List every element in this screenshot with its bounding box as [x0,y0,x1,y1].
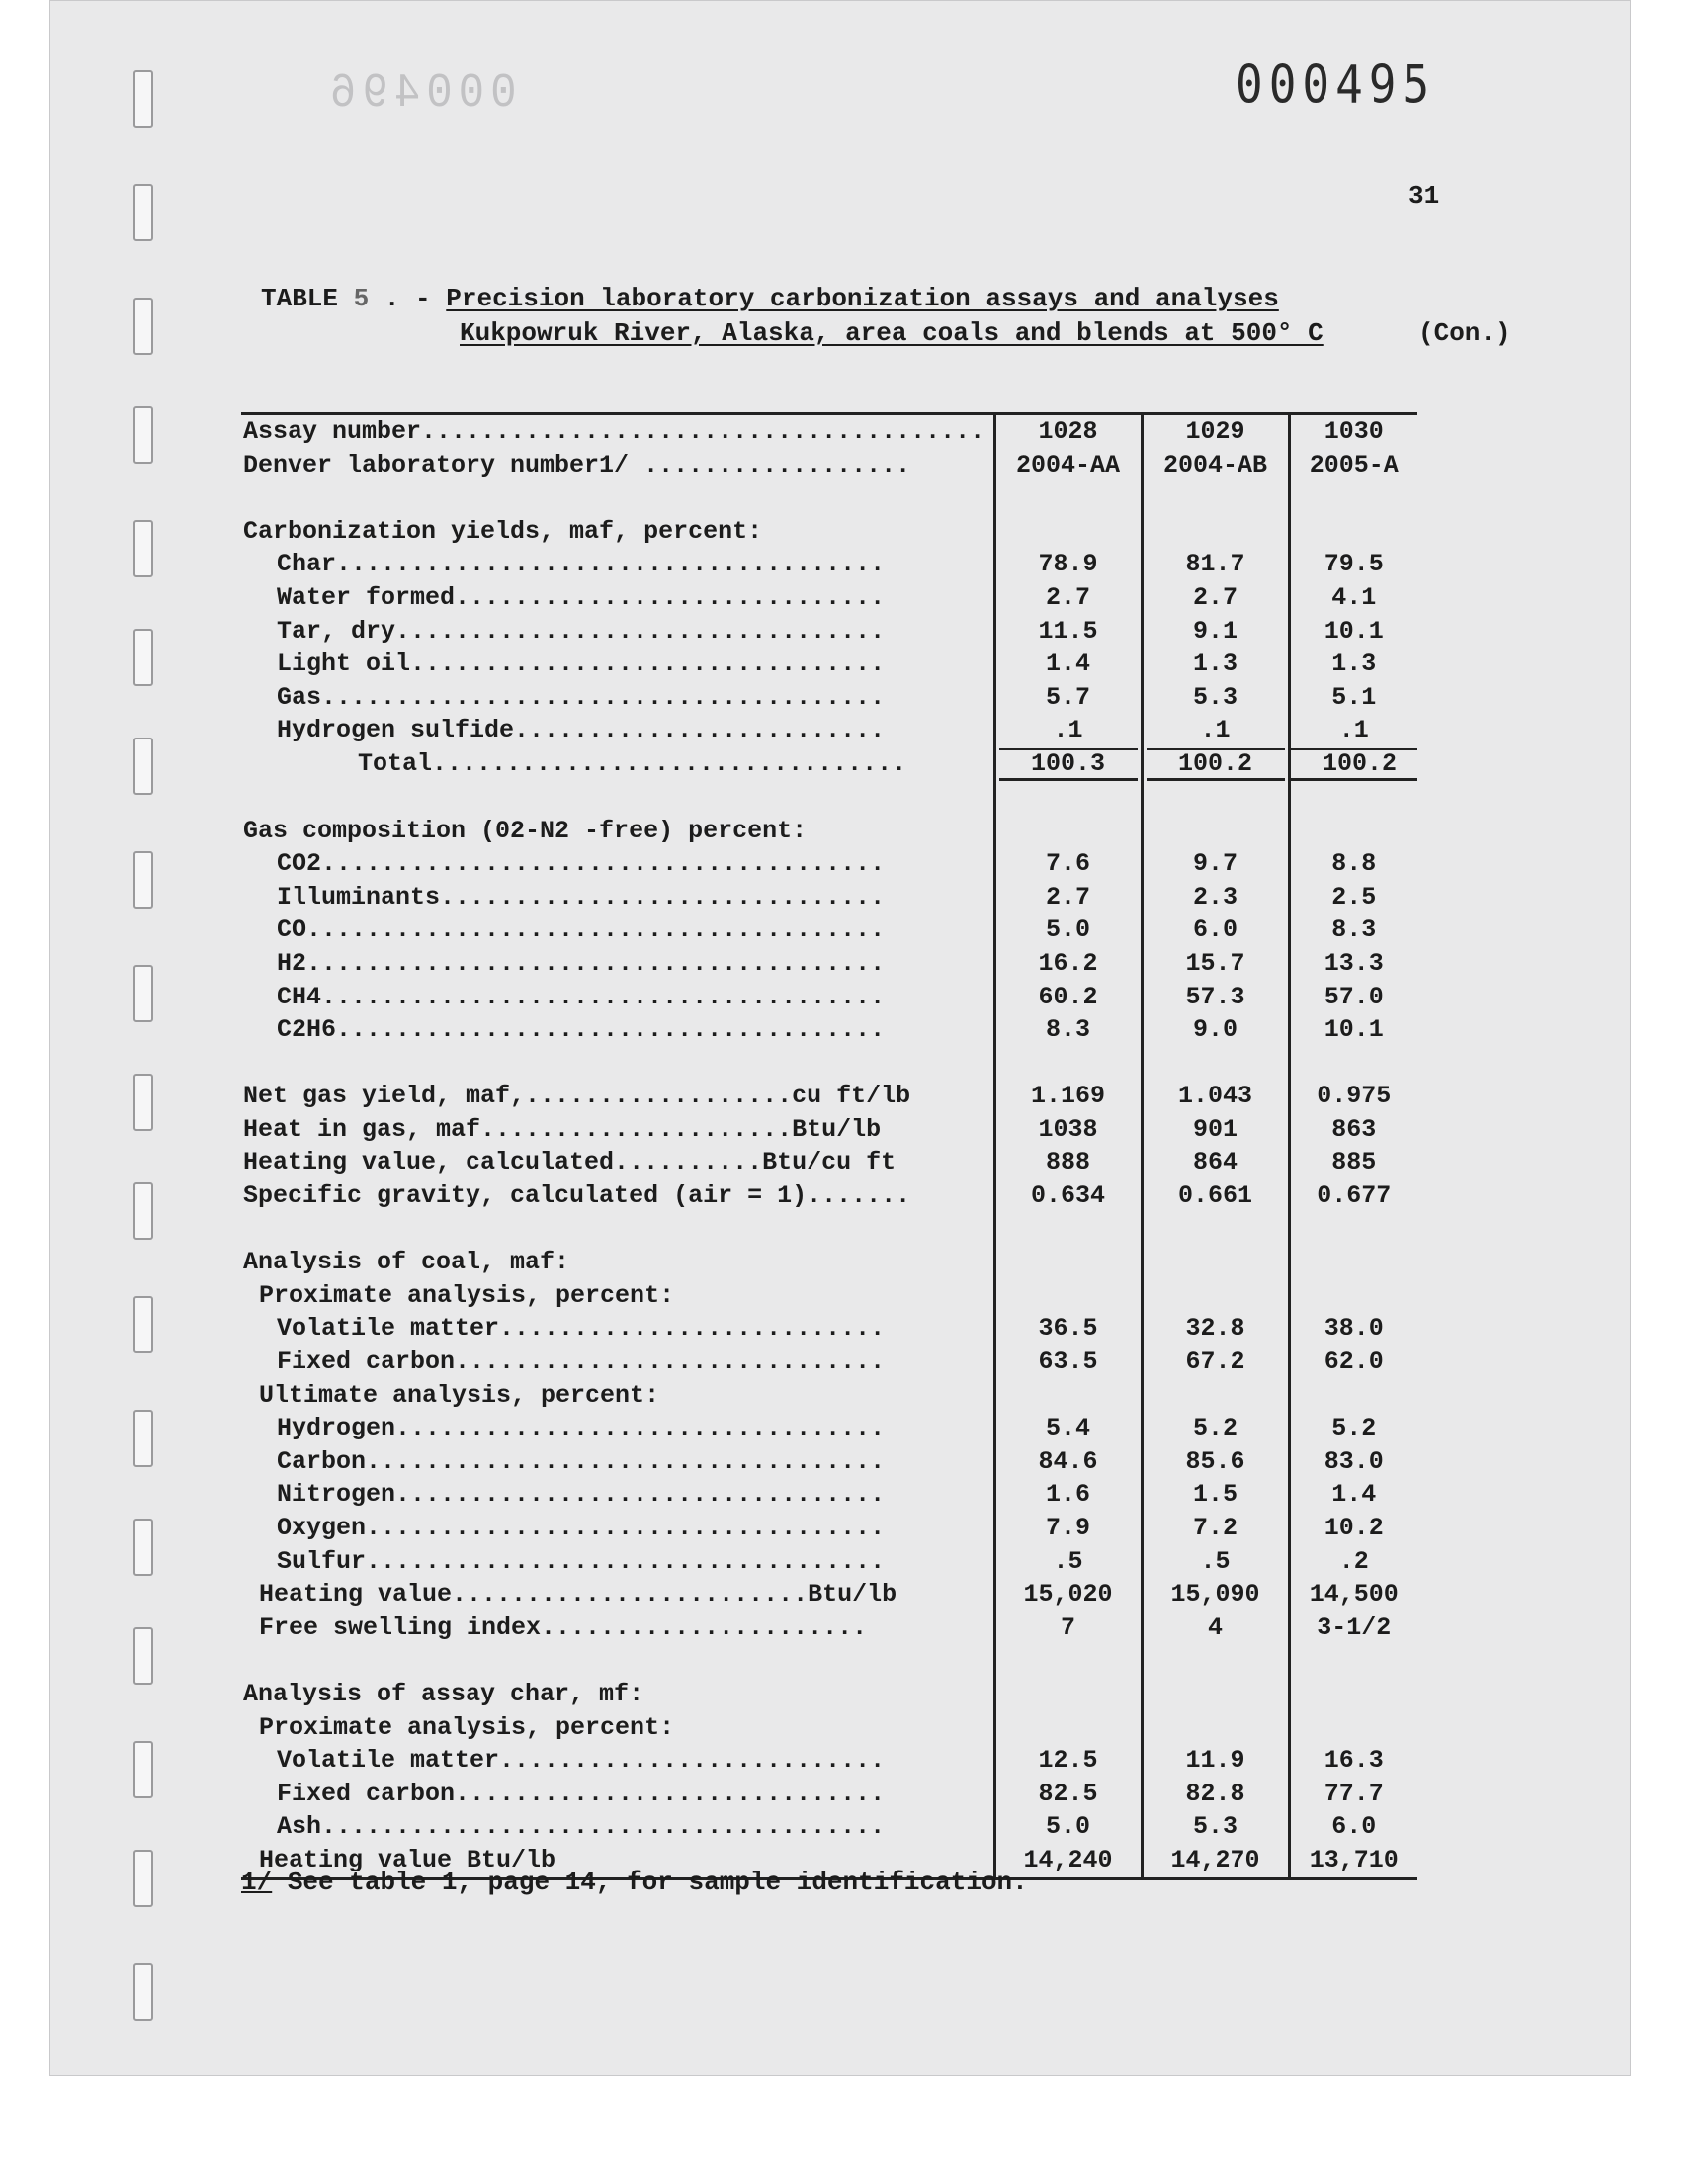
cell-assay-2: 81.7 [1142,548,1289,581]
punch-hole [133,70,153,128]
cell-assay-2 [1142,481,1289,515]
cell-assay-3: 8.3 [1289,914,1417,947]
cell-assay-3: 885 [1289,1146,1417,1179]
cell-assay-3 [1289,747,1417,781]
cell-assay-1 [994,747,1142,781]
row-label [241,1047,994,1081]
cell-assay-1: 16.2 [994,947,1142,981]
table-row [241,714,1417,747]
table-row [241,1644,1417,1678]
row-label: Gas...................................... [277,682,886,712]
cell-assay-1: 8.3 [994,1013,1142,1047]
cell-assay-2: 11.9 [1142,1744,1289,1778]
table-row [241,615,1417,649]
table-row [241,449,1417,482]
cell-assay-3: 79.5 [1289,548,1417,581]
row-label [241,1213,994,1247]
cell-assay-2: 0.661 [1142,1179,1289,1213]
punch-hole [133,1850,153,1907]
cell-assay-3 [1289,1213,1417,1247]
row-label: Carbonization yields, maf, percent: [243,516,763,546]
cell-assay-2: 32.8 [1142,1312,1289,1346]
cell-assay-3: 10.2 [1289,1512,1417,1545]
table-row [241,815,1417,848]
row-label: Light oil................................ [277,650,886,679]
row-label: Total................................ [358,749,907,779]
row-label: Heating value, calculated..........Btu/cu ft [243,1148,897,1177]
row-label [241,781,994,815]
total-value: 100.2 [1147,748,1285,781]
cell-assay-2: 67.2 [1142,1346,1289,1379]
table-row [241,648,1417,681]
row-label: Volatile matter.......................... [277,1746,886,1776]
cell-assay-1 [994,481,1142,515]
table-label: TABLE [261,284,339,313]
cell-assay-1: 84.6 [994,1445,1142,1479]
table-body [241,414,1417,1879]
row-label: Hydrogen sulfide......................... [277,716,886,745]
row-label: Char..................................... [277,550,886,579]
table-row [241,1379,1417,1413]
table-row [241,548,1417,581]
cell-assay-1 [994,1213,1142,1247]
cell-assay-3 [1289,1711,1417,1745]
punch-hole [133,965,153,1022]
table-caption-line2 [460,318,1324,348]
cell-assay-2: 57.3 [1142,981,1289,1014]
cell-assay-1: 7.9 [994,1512,1142,1545]
table-row [241,1711,1417,1745]
row-label: C2H6..................................... [277,1015,886,1045]
cell-assay-1: 2004-AA [994,449,1142,482]
cell-assay-1: 82.5 [994,1778,1142,1811]
row-label: Nitrogen................................. [277,1480,886,1510]
cell-assay-3 [1289,1379,1417,1413]
cell-assay-1 [994,1644,1142,1678]
punch-hole [133,629,153,686]
cell-assay-2: 1.043 [1142,1080,1289,1113]
cell-assay-2 [1142,1379,1289,1413]
cell-assay-2 [1142,1047,1289,1081]
punch-hole [133,184,153,241]
cell-assay-3: 8.8 [1289,847,1417,881]
cell-assay-1: 5.0 [994,914,1142,947]
row-label [241,481,994,515]
cell-assay-3: 57.0 [1289,981,1417,1014]
table-row [241,747,1417,781]
cell-assay-3: 1.4 [1289,1478,1417,1512]
cell-assay-1 [994,1711,1142,1745]
punch-hole [133,1074,153,1131]
cell-assay-1: 5.7 [994,681,1142,715]
cell-assay-3 [1289,1279,1417,1313]
cell-assay-3: 2005-A [1289,449,1417,482]
table-row [241,414,1417,449]
cell-assay-2: 1.5 [1142,1478,1289,1512]
cell-assay-2: 9.0 [1142,1013,1289,1047]
row-label: Free swelling index...................... [259,1612,868,1642]
row-label: Ultimate analysis, percent: [259,1380,660,1410]
cell-assay-2: 2.7 [1142,581,1289,615]
table-row [241,481,1417,515]
cell-assay-2: 2004-AB [1142,449,1289,482]
table-row [241,1545,1417,1579]
continued-marker: (Con.) [1418,318,1511,348]
cell-assay-1: 7 [994,1611,1142,1645]
row-label: Proximate analysis, percent: [259,1280,675,1310]
punch-hole [133,1627,153,1685]
cell-assay-1: 11.5 [994,615,1142,649]
table-row [241,881,1417,914]
cell-assay-2: .5 [1142,1545,1289,1579]
row-label: CH4...................................... [277,982,886,1011]
table-row [241,1346,1417,1379]
table-row [241,947,1417,981]
table-row [241,1279,1417,1313]
cell-assay-2 [1142,1246,1289,1279]
table-row [241,781,1417,815]
table-number: 5 [353,284,370,313]
cell-assay-2: 14,270 [1142,1844,1289,1878]
cell-assay-2: 4 [1142,1611,1289,1645]
footnote-text: See table 1, page 14, for sample identification. [287,1868,1028,1897]
row-label: CO2...................................... [277,849,886,879]
cell-assay-3: 1030 [1289,414,1417,449]
row-label: Proximate analysis, percent: [259,1712,675,1742]
row-label [241,1644,994,1678]
row-label: Water formed............................. [277,582,886,612]
cell-assay-3: 77.7 [1289,1778,1417,1811]
cell-assay-1: 1028 [994,414,1142,449]
row-label: Denver laboratory number1/ .................. [243,450,911,479]
cell-assay-1: 7.6 [994,847,1142,881]
cell-assay-2: 901 [1142,1113,1289,1147]
cell-assay-1 [994,1379,1142,1413]
cell-assay-1: 0.634 [994,1179,1142,1213]
table-row [241,1213,1417,1247]
cell-assay-2: 9.1 [1142,615,1289,649]
punch-hole [133,520,153,577]
cell-assay-1: 60.2 [994,981,1142,1014]
cell-assay-2 [1142,1213,1289,1247]
cell-assay-3 [1289,1246,1417,1279]
cell-assay-2: 9.7 [1142,847,1289,881]
footnote [241,1868,1028,1897]
cell-assay-2: 1029 [1142,414,1289,449]
punch-hole [133,1296,153,1353]
cell-assay-2: 6.0 [1142,914,1289,947]
table-row [241,914,1417,947]
cell-assay-2 [1142,1678,1289,1711]
cell-assay-2 [1142,815,1289,848]
table-row [241,581,1417,615]
cell-assay-3: 6.0 [1289,1810,1417,1844]
row-label: Gas composition (02-N2 -free) percent: [243,816,808,845]
cell-assay-1: 1038 [994,1113,1142,1147]
punch-hole [133,1519,153,1576]
cell-assay-3: .1 [1289,714,1417,747]
cell-assay-3 [1289,815,1417,848]
row-label: Tar, dry................................. [277,616,886,646]
cell-assay-3: 1.3 [1289,648,1417,681]
cell-assay-3 [1289,1047,1417,1081]
cell-assay-3: 10.1 [1289,615,1417,649]
punch-hole [133,1410,153,1467]
punch-hole [133,1963,153,2021]
cell-assay-2 [1142,515,1289,549]
row-label: H2....................................... [277,948,886,978]
cell-assay-1 [994,1246,1142,1279]
cell-assay-3: 62.0 [1289,1346,1417,1379]
cell-assay-1: 14,240 [994,1844,1142,1878]
table-row [241,1478,1417,1512]
cell-assay-2: 5.2 [1142,1412,1289,1445]
cell-assay-1: 2.7 [994,581,1142,615]
cell-assay-2: 7.2 [1142,1512,1289,1545]
cell-assay-3: .2 [1289,1545,1417,1579]
cell-assay-3: 14,500 [1289,1578,1417,1611]
footnote-marker: 1/ [241,1868,273,1897]
cell-assay-2: 864 [1142,1146,1289,1179]
cell-assay-3: 10.1 [1289,1013,1417,1047]
bleed-through-stamp: 000496 [324,66,517,122]
table-row [241,1778,1417,1811]
cell-assay-1: 5.4 [994,1412,1142,1445]
table-row [241,981,1417,1014]
cell-assay-2: 82.8 [1142,1778,1289,1811]
cell-assay-3 [1289,1678,1417,1711]
cell-assay-3: 863 [1289,1113,1417,1147]
cell-assay-1: 1.169 [994,1080,1142,1113]
table-row [241,847,1417,881]
cell-assay-2: 5.3 [1142,681,1289,715]
row-label: Carbon................................... [277,1446,886,1476]
cell-assay-3: 38.0 [1289,1312,1417,1346]
cell-assay-1: .5 [994,1545,1142,1579]
cell-assay-2: 15.7 [1142,947,1289,981]
row-label: Heating value........................Btu/lb [259,1580,897,1610]
table-row [241,681,1417,715]
page-number: 31 [1409,181,1440,211]
table-row [241,515,1417,549]
row-label: Oxygen................................... [277,1514,886,1542]
row-label: Analysis of assay char, mf: [243,1679,644,1708]
cell-assay-3: 16.3 [1289,1744,1417,1778]
cell-assay-2 [1142,1711,1289,1745]
row-label: Specific gravity, calculated (air = 1)....... [243,1181,911,1211]
carbonization-table [241,412,1417,1880]
cell-assay-3: 83.0 [1289,1445,1417,1479]
cell-assay-2 [1142,747,1289,781]
row-label: Net gas yield, maf,..................cu ft/lb [243,1082,911,1111]
cell-assay-3 [1289,1644,1417,1678]
cell-assay-1 [994,515,1142,549]
cell-assay-1: 12.5 [994,1744,1142,1778]
cell-assay-1: .1 [994,714,1142,747]
table-row [241,1611,1417,1645]
cell-assay-1: 15,020 [994,1578,1142,1611]
total-value: 100.2 [1291,748,1418,781]
cell-assay-3: 5.2 [1289,1412,1417,1445]
cell-assay-1: 5.0 [994,1810,1142,1844]
cell-assay-1 [994,815,1142,848]
cell-assay-2: 15,090 [1142,1578,1289,1611]
cell-assay-3: 13,710 [1289,1844,1417,1878]
table-title-line2: Kukpowruk River, Alaska, area coals and blends at 500° C [460,318,1324,348]
cell-assay-1 [994,1047,1142,1081]
cell-assay-1: 2.7 [994,881,1142,914]
cell-assay-3: 0.975 [1289,1080,1417,1113]
cell-assay-1 [994,781,1142,815]
punch-hole [133,1182,153,1240]
table-row [241,1744,1417,1778]
table-row [241,1246,1417,1279]
cell-assay-3: 2.5 [1289,881,1417,914]
punch-hole [133,738,153,795]
cell-assay-2: 2.3 [1142,881,1289,914]
cell-assay-3: 5.1 [1289,681,1417,715]
row-label: Illuminants.............................. [277,882,886,912]
cell-assay-1: 888 [994,1146,1142,1179]
cell-assay-1 [994,1279,1142,1313]
table-row [241,1080,1417,1113]
punch-hole [133,1741,153,1798]
cell-assay-2: 85.6 [1142,1445,1289,1479]
punch-hole [133,406,153,464]
table-row [241,1445,1417,1479]
row-label: Fixed carbon............................. [277,1348,886,1377]
table-title-line1: Precision laboratory carbonization assays and analyses [446,284,1279,313]
row-label: Volatile matter.......................... [277,1314,886,1344]
cell-assay-2: 5.3 [1142,1810,1289,1844]
row-label: Analysis of coal, maf: [243,1248,570,1277]
cell-assay-3 [1289,781,1417,815]
row-label: Assay number...................................... [241,414,994,449]
table-row [241,1578,1417,1611]
table-row [241,1113,1417,1147]
document-stamp-number: 000495 [1236,52,1436,116]
cell-assay-1: 63.5 [994,1346,1142,1379]
cell-assay-3: 4.1 [1289,581,1417,615]
table-row [241,1047,1417,1081]
table-row [241,1678,1417,1711]
cell-assay-2 [1142,1644,1289,1678]
table-row [241,1312,1417,1346]
cell-assay-1: 1.4 [994,648,1142,681]
cell-assay-1: 36.5 [994,1312,1142,1346]
cell-assay-2: .1 [1142,714,1289,747]
cell-assay-3: 13.3 [1289,947,1417,981]
table-caption [261,284,1279,313]
table-row [241,1512,1417,1545]
row-label: Hydrogen................................. [277,1414,886,1443]
cell-assay-1: 1.6 [994,1478,1142,1512]
row-label: Heat in gas, maf.....................Btu/lb [243,1114,882,1144]
row-label: Ash...................................... [277,1812,886,1842]
cell-assay-2 [1142,1279,1289,1313]
cell-assay-1 [994,1678,1142,1711]
punch-hole [133,851,153,909]
punch-hole [133,298,153,355]
table-row [241,1146,1417,1179]
cell-assay-3 [1289,515,1417,549]
table-row [241,1412,1417,1445]
cell-assay-1: 78.9 [994,548,1142,581]
cell-assay-3: 0.677 [1289,1179,1417,1213]
table-row [241,1013,1417,1047]
cell-assay-2: 1.3 [1142,648,1289,681]
cell-assay-2 [1142,781,1289,815]
row-label: Heating value Btu/lb [241,1844,994,1878]
cell-assay-3 [1289,481,1417,515]
row-label: CO....................................... [277,915,886,945]
row-label: Fixed carbon............................. [277,1779,886,1808]
total-value: 100.3 [999,748,1138,781]
cell-assay-3: 3-1/2 [1289,1611,1417,1645]
caption-separator: . - [384,284,431,313]
row-label: Sulfur................................... [277,1546,886,1576]
table-row [241,1810,1417,1844]
table-row [241,1179,1417,1213]
